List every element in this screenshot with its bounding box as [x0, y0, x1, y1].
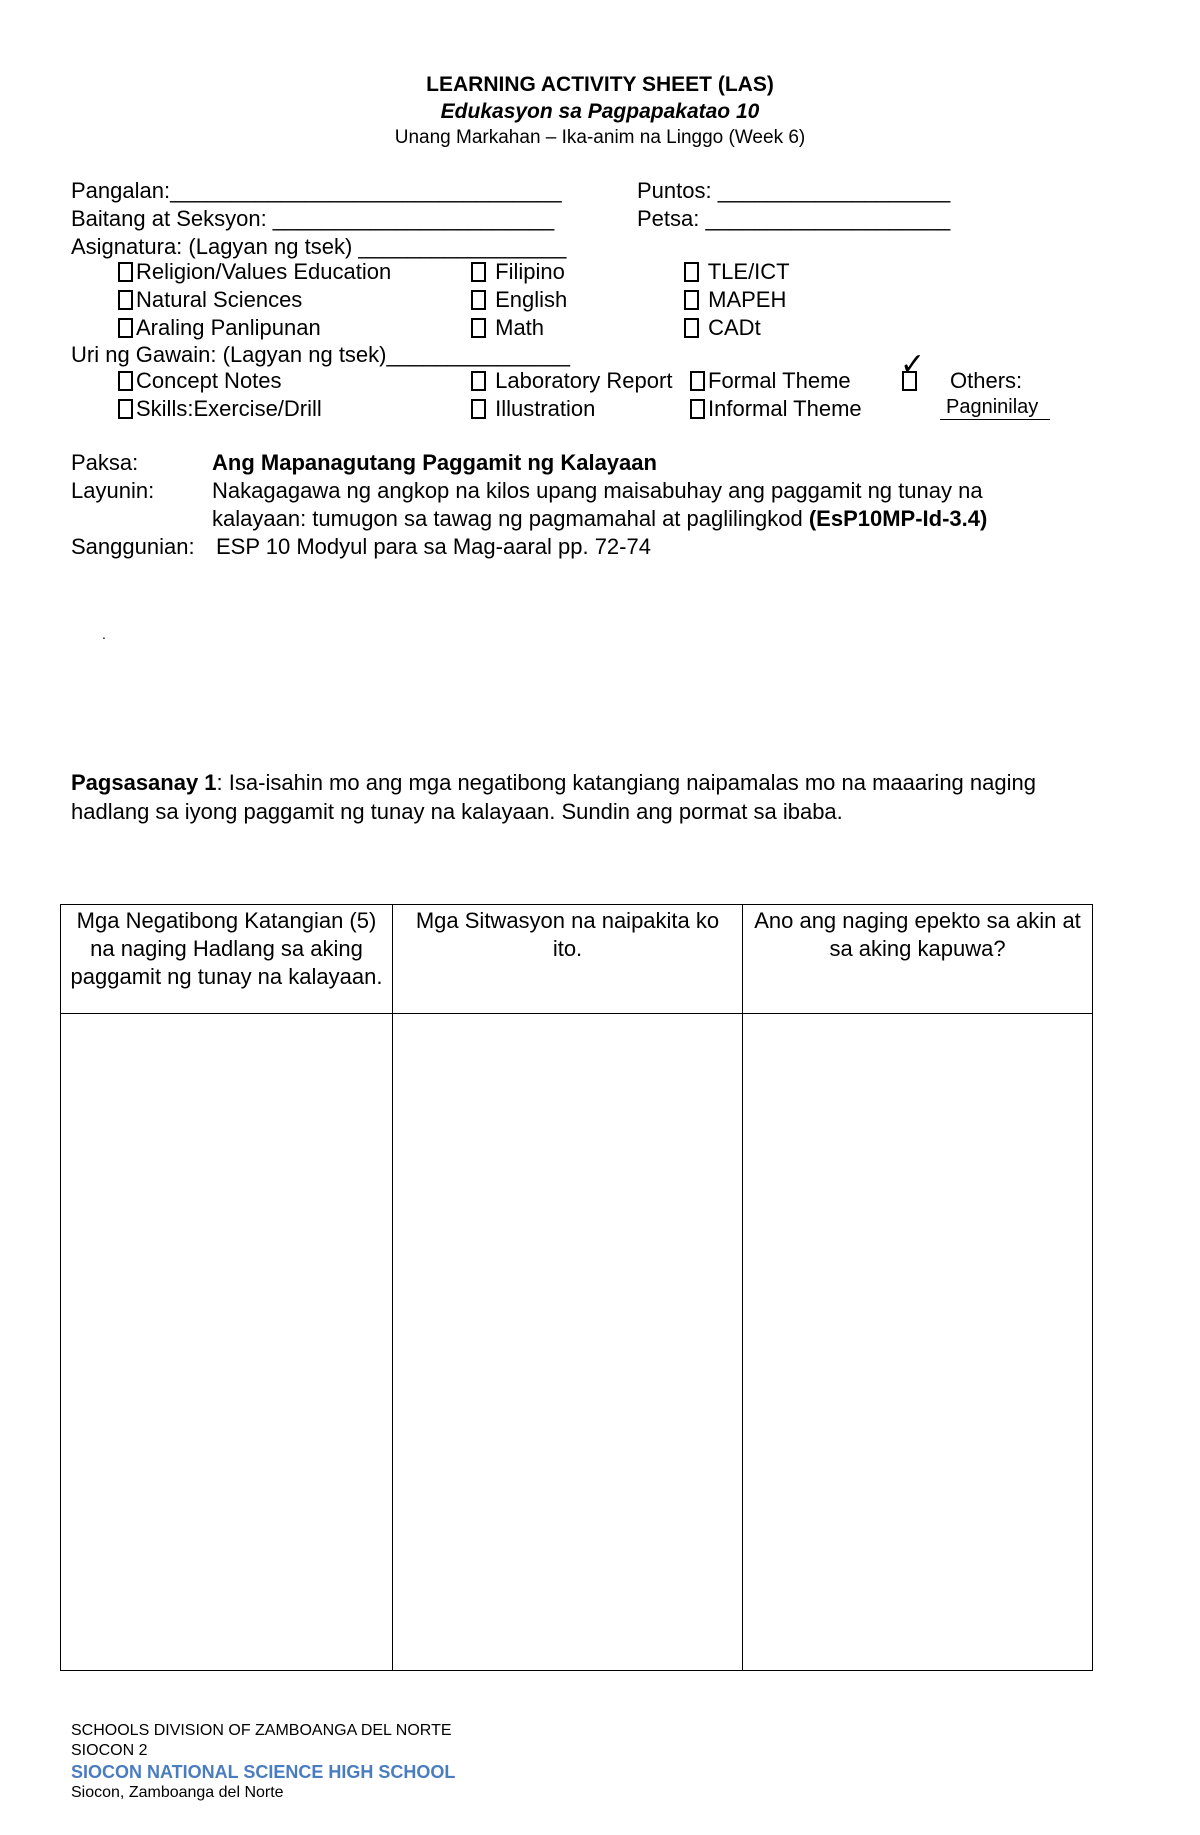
activity-option-label: Skills:Exercise/Drill — [136, 396, 322, 421]
activity-option[interactable] — [690, 368, 851, 394]
checkbox[interactable] — [684, 318, 699, 338]
others-label: Others: — [950, 368, 1023, 393]
answer-cell-traits[interactable] — [61, 1014, 393, 1671]
name-field[interactable]: Pangalan:________________________________ — [71, 178, 562, 203]
subject-option[interactable] — [471, 315, 544, 341]
exercise-label: Pagsasanay 1 — [71, 770, 217, 795]
subject-option-label: CADt — [708, 315, 761, 340]
table-header-effects: Ano ang naging epekto sa akin at sa aking kapuwa? — [743, 905, 1093, 1014]
subject-option[interactable] — [684, 259, 790, 285]
layunin-line2 — [212, 506, 987, 532]
checkbox[interactable] — [118, 399, 133, 419]
subject-option-label: English — [495, 287, 568, 312]
footer-school: SIOCON NATIONAL SCIENCE HIGH SCHOOL — [71, 1762, 456, 1782]
stray-dot: . — [102, 626, 106, 642]
activity-option-label: Concept Notes — [136, 368, 282, 393]
activity-option[interactable] — [471, 396, 595, 422]
activity-option[interactable] — [118, 368, 282, 394]
paksa-label: Paksa: — [71, 450, 139, 475]
activity-option[interactable] — [471, 368, 672, 394]
competency-code: (EsP10MP-Id-3.4) — [808, 506, 988, 531]
checkbox[interactable] — [690, 371, 705, 391]
subject-option-label: MAPEH — [708, 287, 787, 312]
subject-option[interactable] — [471, 287, 567, 313]
checkbox[interactable] — [471, 371, 486, 391]
activity-option-label: Formal Theme — [708, 368, 851, 393]
check-mark-icon: ✓ — [900, 348, 926, 381]
document-title: LEARNING ACTIVITY SHEET (LAS) — [426, 73, 774, 96]
paksa-value: Ang Mapanagutang Paggamit ng Kalayaan — [212, 450, 657, 475]
exercise-text: : Isa-isahin mo ang mga negatibong katangiang naipamalas mo na maaaring naging — [216, 770, 1036, 795]
subject-option[interactable] — [684, 315, 761, 341]
score-field[interactable]: Puntos: ___________________ — [637, 178, 951, 203]
sanggunian-value: ESP 10 Modyul para sa Mag-aaral pp. 72-74 — [216, 534, 651, 559]
checkbox[interactable] — [118, 262, 133, 282]
checkbox[interactable] — [471, 318, 486, 338]
checkbox[interactable] — [118, 290, 133, 310]
checkbox[interactable] — [684, 290, 699, 310]
activity-option[interactable] — [118, 396, 322, 422]
exercise-line1 — [71, 768, 1036, 797]
checkbox[interactable] — [118, 318, 133, 338]
others-value: Pagninilay — [940, 396, 1050, 420]
checkbox[interactable] — [690, 399, 705, 419]
sanggunian-label: Sanggunian: — [71, 534, 195, 559]
subject-option-label: Religion/Values Education — [136, 259, 392, 284]
subject-option-label: Natural Sciences — [136, 287, 303, 312]
answer-cell-situations[interactable] — [393, 1014, 743, 1671]
subject-option[interactable] — [118, 287, 302, 313]
subject-prompt: Asignatura: (Lagyan ng tsek) _________________ — [71, 234, 567, 259]
answer-table — [60, 904, 1093, 1671]
layunin-line1: Nakagagawa ng angkop na kilos upang maisabuhay ang paggamit ng tunay na — [212, 478, 983, 503]
exercise-line2: hadlang sa iyong paggamit ng tunay na kalayaan. Sundin ang pormat sa ibaba. — [71, 799, 843, 824]
subject-option[interactable] — [471, 259, 565, 285]
activity-option-label: Informal Theme — [708, 396, 862, 421]
activity-option-label: Illustration — [495, 396, 596, 421]
layunin-label: Layunin: — [71, 478, 155, 503]
subject-option-label: Araling Panlipunan — [136, 315, 321, 340]
answer-cell-effects[interactable] — [743, 1014, 1093, 1671]
checkbox[interactable] — [684, 262, 699, 282]
subject-option[interactable] — [118, 259, 391, 285]
subject-title: Edukasyon sa Pagpapakatao 10 — [440, 100, 760, 123]
footer-district: SIOCON 2 — [71, 1742, 148, 1759]
layunin-text: kalayaan: tumugon sa tawag ng pagmamahal at paglilingkod — [212, 506, 809, 531]
table-row — [61, 1014, 1093, 1671]
quarter-week: Unang Markahan – Ika-anim na Linggo (Week 6) — [394, 127, 806, 148]
activity-option-label: Laboratory Report — [495, 368, 673, 393]
subject-option[interactable] — [118, 315, 321, 341]
date-field[interactable]: Petsa: ____________________ — [637, 206, 951, 231]
grade-section-field[interactable]: Baitang at Seksyon: _______________________ — [71, 206, 555, 231]
table-header-row — [61, 905, 1093, 1014]
activity-option[interactable] — [690, 396, 862, 422]
table-header-negative-traits: Mga Negatibong Katangian (5) na naging Hadlang sa aking paggamit ng tunay na kalayaan. — [61, 905, 393, 1014]
footer-division: SCHOOLS DIVISION OF ZAMBOANGA DEL NORTE — [71, 1722, 452, 1739]
footer-address: Siocon, Zamboanga del Norte — [71, 1784, 284, 1801]
checkbox[interactable] — [471, 399, 486, 419]
subject-option-label: TLE/ICT — [707, 259, 790, 284]
table-header-situations: Mga Sitwasyon na naipakita ko ito. — [393, 905, 743, 1014]
checkbox[interactable] — [471, 290, 486, 310]
checkbox[interactable] — [118, 371, 133, 391]
subject-option[interactable] — [684, 287, 786, 313]
checkbox[interactable] — [471, 262, 486, 282]
subject-option-label: Filipino — [495, 259, 565, 284]
activity-prompt: Uri ng Gawain: (Lagyan ng tsek)_______________ — [71, 342, 571, 367]
subject-option-label: Math — [495, 315, 545, 340]
